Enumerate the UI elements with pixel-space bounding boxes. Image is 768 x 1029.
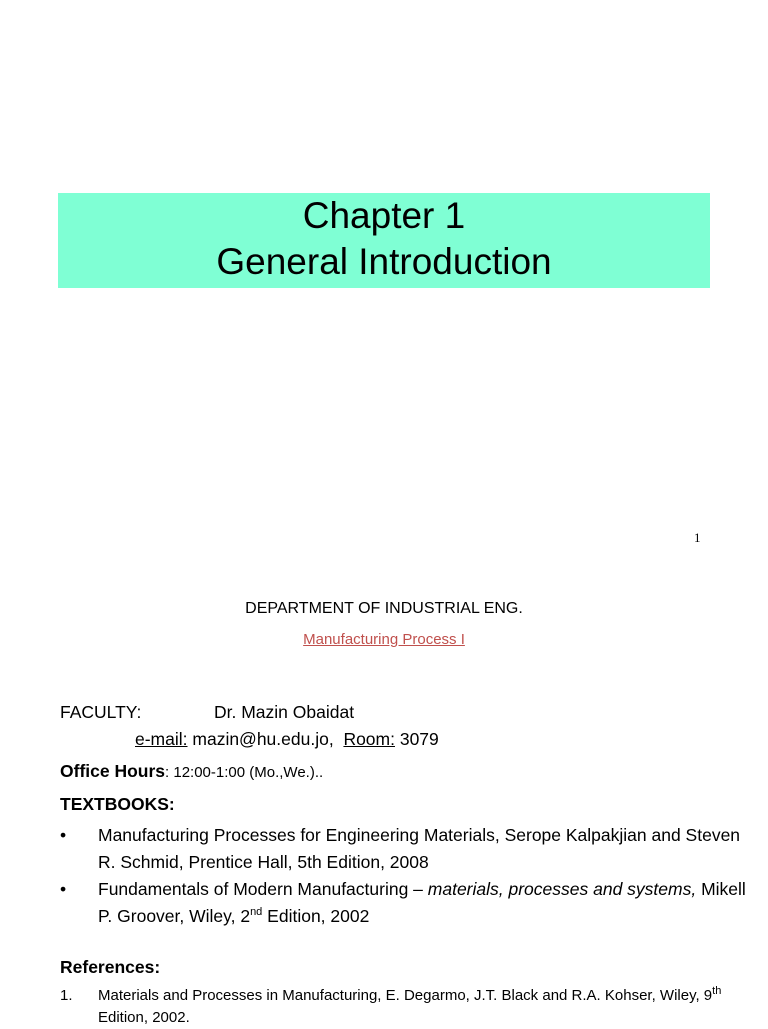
list-item <box>60 985 750 1029</box>
textbook-entry <box>98 876 750 930</box>
course-title: Manufacturing Process I <box>303 631 465 648</box>
faculty-name: Dr. Mazin Obaidat <box>214 702 355 722</box>
reference-number: 1. <box>60 987 73 1004</box>
chapter-title-box <box>58 193 710 288</box>
superscript: nd <box>250 906 263 919</box>
faculty-label: FACULTY: <box>60 702 142 722</box>
department-heading: DEPARTMENT OF INDUSTRIAL ENG. <box>245 600 523 617</box>
reference-text: Edition, 2002. <box>98 1009 190 1026</box>
room-label: Room: <box>343 729 395 749</box>
office-hours-label: Office Hours <box>60 761 166 781</box>
textbook-text: Edition, 2002 <box>262 906 370 926</box>
room-value: 3079 <box>394 729 439 749</box>
reference-entry <box>98 985 750 1029</box>
email-value: mazin@hu.edu.jo, <box>187 729 334 749</box>
email-label: e-mail: <box>135 729 188 749</box>
faculty-line <box>60 702 355 723</box>
page-number: 1 <box>694 530 701 545</box>
bullet-icon: • <box>60 879 67 899</box>
list-item <box>60 876 750 930</box>
textbook-entry: Manufacturing Processes for Engineering Materials, Serope Kalpakjian and Steven R. Schmid, Prentice Hall, 5th Edition, 2008 <box>98 825 741 872</box>
bullet-icon: • <box>60 825 67 845</box>
chapter-title: Chapter 1 <box>302 195 466 236</box>
office-hours-line <box>60 761 323 782</box>
textbook-italic-text: materials, processes and systems, <box>427 879 697 899</box>
chapter-subtitle: General Introduction <box>216 241 552 282</box>
contact-line <box>135 729 439 750</box>
textbook-text: Fundamentals of Modern Manufacturing – <box>98 879 428 899</box>
office-hours-value: : 12:00-1:00 (Mo.,We.).. <box>165 764 324 781</box>
textbooks-heading: TEXTBOOKS: <box>60 794 175 814</box>
superscript: th <box>712 985 722 997</box>
references-heading: References: <box>60 957 161 977</box>
list-item <box>60 822 750 876</box>
reference-text: Materials and Processes in Manufacturing, E. Degarmo, J.T. Black and R.A. Kohser, Wiley, 9 <box>98 987 713 1004</box>
textbook-text: Mikell P. Groover, Wiley, 2 <box>98 879 746 926</box>
